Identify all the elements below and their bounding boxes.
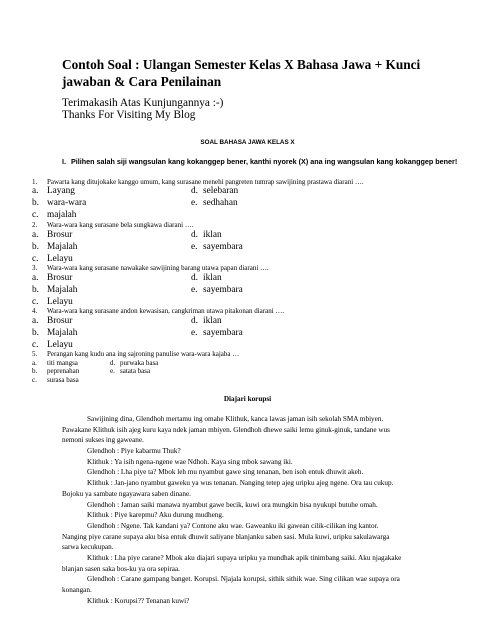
- option-letter: c.: [32, 297, 39, 307]
- document-title: Contoh Soal : Ulangan Semester Kelas X Bahasa Jawa + Kunci jawaban & Cara Penilainan: [62, 57, 421, 89]
- option-text: sedhahan: [203, 198, 238, 208]
- story-line: Bojoku ya sambate ngayawara saben dinane.: [62, 489, 191, 498]
- story-title: Diajari korupsi: [223, 395, 272, 403]
- option-text: Majalah: [47, 328, 78, 338]
- option-text: Majalah: [47, 242, 78, 252]
- option-letter: a.: [32, 273, 39, 283]
- option-letter: a.: [32, 316, 39, 326]
- option-text: sayembara: [203, 328, 243, 338]
- option-text: iklan: [203, 316, 222, 326]
- story-line: Klithuk : Jan-jano nyambut gaweku ya wus tenanan. Nanging tetep ajeg uripku ajeg ngene. Ora tau cukup.: [87, 479, 394, 488]
- option-text: purwaka basa: [120, 359, 159, 367]
- option-text: titi mangsa: [47, 359, 78, 367]
- option-letter: a.: [32, 359, 37, 367]
- story-line: Klithuk : Piye karepmu? Aku durung mudheng.: [87, 511, 224, 520]
- instruction: [62, 157, 462, 167]
- story-line: Glendhoh : Lha piye ta? Mbok leh mu nyambut gawe sing tenanan, ben isoh entuk dhuwit akeh.: [87, 468, 364, 477]
- instruction-number: I.: [62, 157, 66, 166]
- option-letter: d.: [191, 230, 198, 240]
- story-line: Klithuk : Korupsi?? Tenanan kuwi?: [87, 596, 190, 605]
- option-letter: d.: [191, 316, 198, 326]
- option-text: majalah: [47, 210, 77, 220]
- option-text: iklan: [203, 273, 222, 283]
- option-letter: b.: [32, 285, 39, 295]
- option-letter: c.: [32, 376, 37, 384]
- question-number: 2.: [32, 221, 38, 229]
- option-letter: e.: [191, 285, 198, 295]
- question-text: Wara-wara kang surasane andon kewasisan, cangkriman utawa pitakonan diarani ….: [47, 307, 285, 315]
- option-letter: d.: [191, 273, 198, 283]
- story-line: Glendhoh : Carane gampang banget. Korupsi. Njajala korupsi, sithik sithik wae. Sing cilikan wae supaya ora: [87, 575, 400, 584]
- option-text: peprenahan: [47, 367, 80, 375]
- story-line: Klithuk : Lha piye carane? Mbok aku diajari supaya uripku ya mundhak apik tinimbang saiki. Aku njagakake: [87, 553, 402, 562]
- option-letter: a.: [32, 186, 39, 196]
- story-body: [62, 414, 456, 606]
- story-line: Glendhoh : Jaman saiki manawa nyambut gawe becik, kuwi ora mungkin bisa nyukupi butuhe omah.: [87, 500, 378, 509]
- question-number: 5.: [32, 350, 38, 358]
- thanks-note-line-2: Thanks For Visiting My Blog: [62, 109, 196, 121]
- option-letter: e.: [191, 242, 198, 252]
- question-text: Pawarta kang ditujokake kanggo umum, kang surasane menehi pangreten tumrap sawijining prastawa diarani ….: [47, 178, 364, 186]
- option-text: Brosur: [47, 316, 73, 326]
- option-letter: c.: [32, 340, 39, 350]
- question-text: Wara-wara kang surasane bela sungkawa diarani ….: [47, 221, 194, 229]
- option-text: Brosur: [47, 273, 73, 283]
- option-letter: e.: [191, 328, 198, 338]
- option-letter: b.: [32, 242, 39, 252]
- option-text: wara-wara: [47, 198, 87, 208]
- story-line: Glendhoh : Piye kabarmu Thuk?: [87, 447, 181, 456]
- option-text: iklan: [203, 230, 222, 240]
- thanks-note-line-1: Terimakasih Atas Kunjungannya :-): [62, 97, 224, 109]
- option-text: Lelayu: [47, 340, 73, 350]
- option-letter: d.: [110, 359, 116, 367]
- instruction-text: Pilihen salah siji wangsulan kang kokanggep bener, kanthi nyorek (X) ana ing wangsulan kang kokanggep bener!: [71, 157, 458, 166]
- question-number: 3.: [32, 264, 38, 272]
- option-letter: b.: [32, 367, 38, 375]
- story-line: sarwa kecukupan.: [62, 543, 114, 552]
- story-line: Pawakane Klithuk isih ajeg kuru kaya ndek jaman mbiyen. Glendhoh dhewe saiki lemu ginuk-ginuk, tandane wus: [62, 425, 390, 434]
- section-heading: SOAL BAHASA JAWA KELAS X: [200, 139, 295, 146]
- option-letter: e.: [110, 367, 115, 375]
- option-letter: c.: [32, 210, 39, 220]
- option-text: satata basa: [120, 367, 151, 375]
- question-text: Wara-wara kang surasane nawakake sawijining barang utawa papan diarani ….: [47, 264, 269, 272]
- option-text: sayembara: [203, 285, 243, 295]
- story-line: blanjan sasen saka bos-ku ya ora sepiraa.: [62, 564, 180, 573]
- option-text: Brosur: [47, 230, 73, 240]
- option-text: surasa basa: [47, 376, 79, 384]
- question-number: 4.: [32, 307, 38, 315]
- question-text: Perangan kang kudu ana ing sajroning panulise wara-wara kajaba …: [47, 350, 240, 358]
- option-letter: a.: [32, 230, 39, 240]
- story-line: nemoni sukses ing gaweane.: [62, 436, 144, 445]
- story-line: Klithuk : Ya isih ngena-ngene wae Ndhoh. Kaya sing mbok sawang iki.: [87, 457, 293, 466]
- option-text: Lelayu: [47, 254, 73, 264]
- option-letter: d.: [191, 186, 198, 196]
- option-text: Majalah: [47, 285, 78, 295]
- option-letter: e.: [191, 198, 198, 208]
- option-text: selebaran: [203, 186, 239, 196]
- option-letter: b.: [32, 328, 39, 338]
- question-number: 1.: [32, 178, 38, 186]
- option-letter: c.: [32, 254, 39, 264]
- story-line: Sawijining dina, Glendhoh mertamu ing omahe Klithuk, kanca lawas jaman isih sekolah SMA mbiyen.: [87, 415, 384, 423]
- option-text: Lelayu: [47, 297, 73, 307]
- story-line: Glendhoh : Ngene. Tak kandani ya? Contone aku wae. Gaweanku iki gawean cilik-cilikan ing kantor.: [87, 521, 379, 530]
- story-line: konangan.: [62, 586, 92, 594]
- option-text: Layang: [47, 186, 75, 196]
- option-text: sayembara: [203, 242, 243, 252]
- option-letter: b.: [32, 198, 39, 208]
- story-line: Nanging piye carane supaya aku bisa entuk dhuwit saliyane blanjanku saben sasi. Mula kuwi, uripku sakulawarga: [62, 532, 390, 541]
